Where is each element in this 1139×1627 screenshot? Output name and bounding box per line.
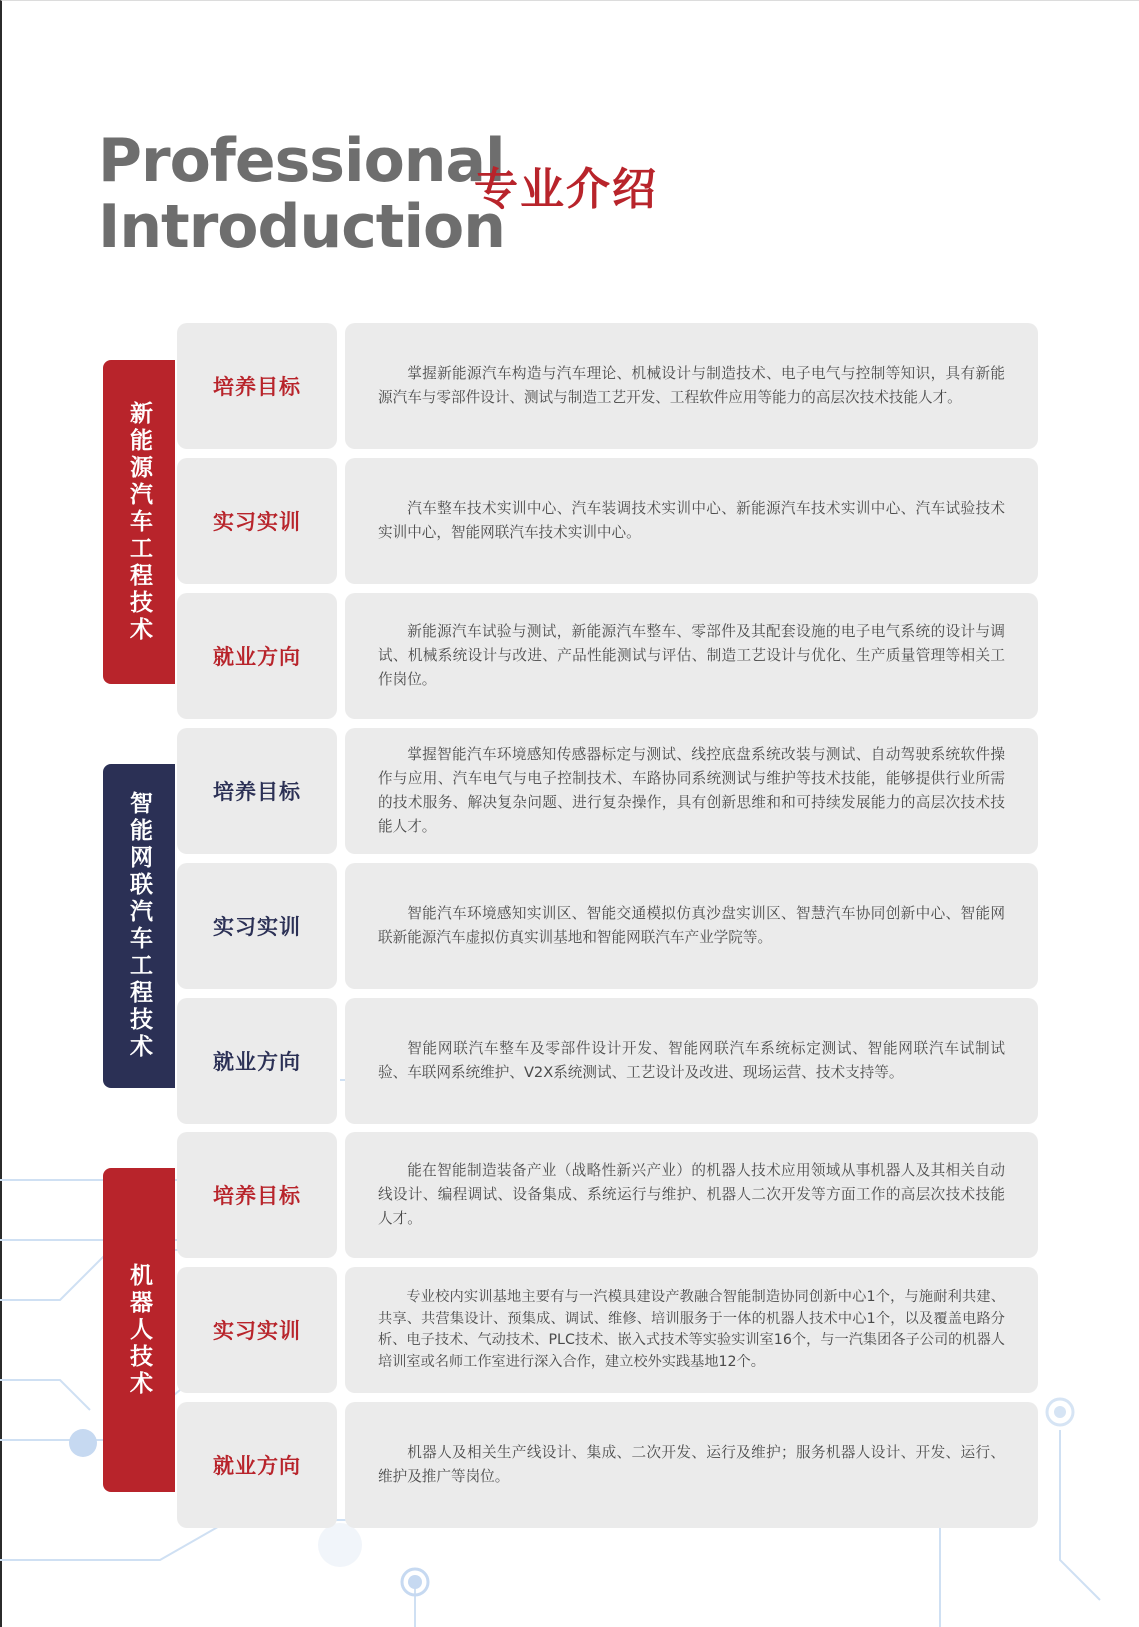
- category-internship-training: 实习实训: [177, 458, 337, 584]
- major-name: 智能网联汽车工程技术: [126, 791, 152, 1061]
- content-text: 智能汽车环境感知实训区、智能交通模拟仿真沙盘实训区、智慧汽车协同创新中心、智能网联新能源汽车虚拟仿真实训基地和智能网联汽车产业学院等。: [378, 905, 1005, 946]
- content-text: 机器人及相关生产线设计、集成、二次开发、运行及维护；服务机器人设计、开发、运行、维护及推广等岗位。: [378, 1444, 1005, 1485]
- content-text: 掌握新能源汽车构造与汽车理论、机械设计与制造技术、电子电气与控制等知识，具有新能源汽车与零部件设计、测试与制造工艺开发、工程软件应用等能力的高层次技术技能人才。: [378, 365, 1005, 406]
- content-card: [345, 728, 1038, 854]
- major-label-intelligent-connected-vehicle: [103, 764, 175, 1088]
- circuit-node-icon: [69, 1429, 97, 1457]
- content-card: [345, 458, 1038, 584]
- content-text: 汽车整车技术实训中心、汽车装调技术实训中心、新能源汽车技术实训中心、汽车试验技术实训中心，智能网联汽车技术实训中心。: [378, 500, 1005, 541]
- circuit-node-icon: [408, 1575, 422, 1589]
- category-internship-training: 实习实训: [177, 1267, 337, 1393]
- category-internship-training: 实习实训: [177, 863, 337, 989]
- title-english-line-2: Introduction: [98, 192, 505, 262]
- content-text: 掌握智能汽车环境感知传感器标定与测试、线控底盘系统改装与测试、自动驾驶系统软件操作与应用、汽车电气与电子控制技术、车路协同系统测试与维护等技术技能，能够提供行业所需的技术服务、解决复杂问题、进行复杂操作，具有创新思维和和可持续发展能力的高层次技术技能人才。: [378, 746, 1005, 835]
- content-card: [345, 1267, 1038, 1393]
- circuit-node-icon: [318, 1523, 362, 1567]
- category-training-goal: 培养目标: [177, 1132, 337, 1258]
- page-title-chinese: 专业介绍: [474, 164, 658, 215]
- category-employment-direction: 就业方向: [177, 998, 337, 1124]
- category-training-goal: 培养目标: [177, 728, 337, 854]
- content-text: 能在智能制造装备产业（战略性新兴产业）的机器人技术应用领域从事机器人及其相关自动线设计、编程调试、设备集成、系统运行与维护、机器人二次开发等方面工作的高层次技术技能人才。: [378, 1162, 1005, 1227]
- title-english-line-1: Professional: [98, 126, 505, 196]
- content-card: [345, 863, 1038, 989]
- category-employment-direction: 就业方向: [177, 1402, 337, 1528]
- content-card: [345, 1402, 1038, 1528]
- page-title-english: [98, 128, 505, 260]
- major-label-new-energy-vehicle: [103, 360, 175, 684]
- category-training-goal: 培养目标: [177, 323, 337, 449]
- circuit-node-icon: [1054, 1406, 1066, 1418]
- content-card: [345, 323, 1038, 449]
- major-name: 新能源汽车工程技术: [126, 400, 152, 644]
- major-label-robotics: [103, 1168, 175, 1492]
- content-card: [345, 1132, 1038, 1258]
- major-name: 机器人技术: [126, 1262, 152, 1398]
- content-card: [345, 998, 1038, 1124]
- content-card: [345, 593, 1038, 719]
- category-employment-direction: 就业方向: [177, 593, 337, 719]
- content-text: 新能源汽车试验与测试，新能源汽车整车、零部件及其配套设施的电子电气系统的设计与调试、机械系统设计与改进、产品性能测试与评估、制造工艺设计与优化、生产质量管理等相关工作岗位。: [378, 623, 1005, 688]
- content-text: 智能网联汽车整车及零部件设计开发、智能网联汽车系统标定测试、智能网联汽车试制试验、车联网系统维护、V2X系统测试、工艺设计及改进、现场运营、技术支持等。: [378, 1040, 1005, 1081]
- content-text: 专业校内实训基地主要有与一汽模具建设产教融合智能制造协同创新中心1个，与施耐利共建、共享、共营集设计、预集成、调试、维修、培训服务于一体的机器人技术中心1个，以及覆盖电路分析、电子技术、气动技术、PLC技术、嵌入式技术等实验实训室16个，与一汽集团各子公司的机器人培训室或名师工作室进行深入合作，建立校外实践基地12个。: [378, 1289, 1005, 1370]
